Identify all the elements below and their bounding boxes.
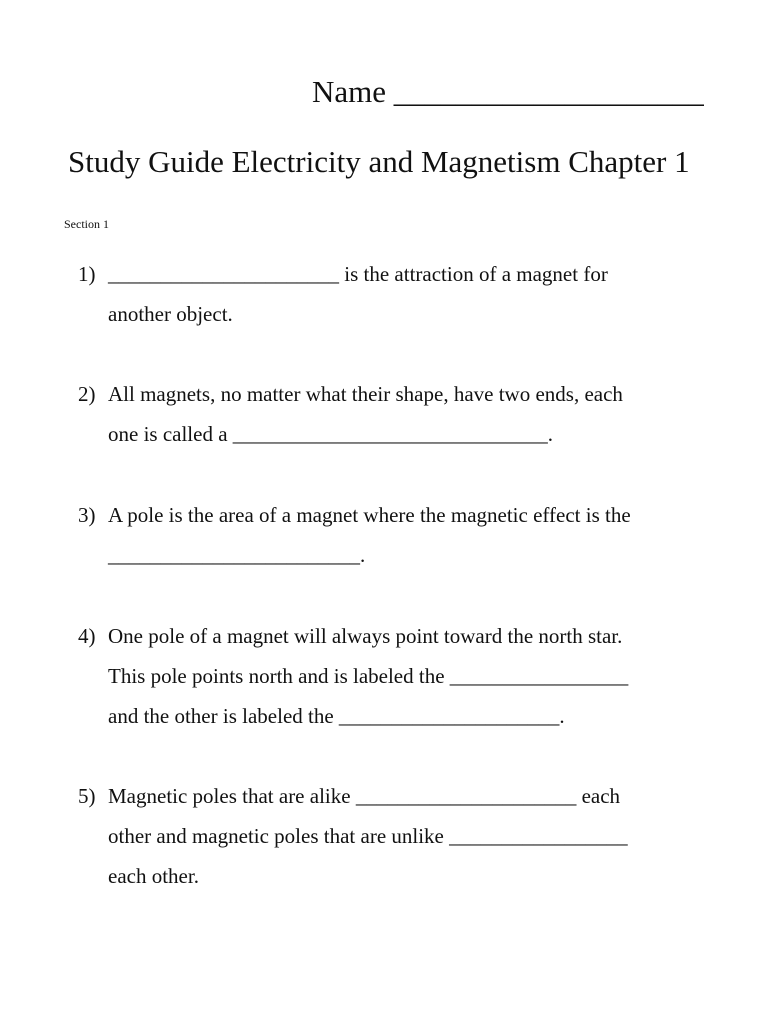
question-number: 1) [78,262,96,286]
question-text-line: All magnets, no matter what their shape, have two ends, each [108,382,623,406]
question-number: 3) [78,503,96,527]
question-text-line: other and magnetic poles that are unlike _________________ [108,824,628,848]
question-number: 2) [78,382,96,406]
question-text-line: ______________________ is the attraction of a magnet for [108,262,608,286]
question-number: 5) [78,784,96,808]
question-text-line: Magnetic poles that are alike _____________________ each [108,784,621,808]
page-title: Study Guide Electricity and Magnetism Chapter 1 [68,144,690,179]
question-text-line: A pole is the area of a magnet where the magnetic effect is the [108,503,631,527]
section-label: Section 1 [64,217,109,231]
question-text-line: ________________________. [108,543,366,567]
question-text-line: One pole of a magnet will always point toward the north star. [108,624,623,648]
question-text-line: This pole points north and is labeled the _________________ [108,664,629,688]
question-number: 4) [78,624,96,648]
question-text-line: each other. [108,864,199,888]
question-text-line: and the other is labeled the _____________________. [108,704,565,728]
question-text-line: one is called a ______________________________. [108,422,554,446]
question-text-line: another object. [108,302,233,326]
name-field: Name ____________________ [312,74,704,109]
